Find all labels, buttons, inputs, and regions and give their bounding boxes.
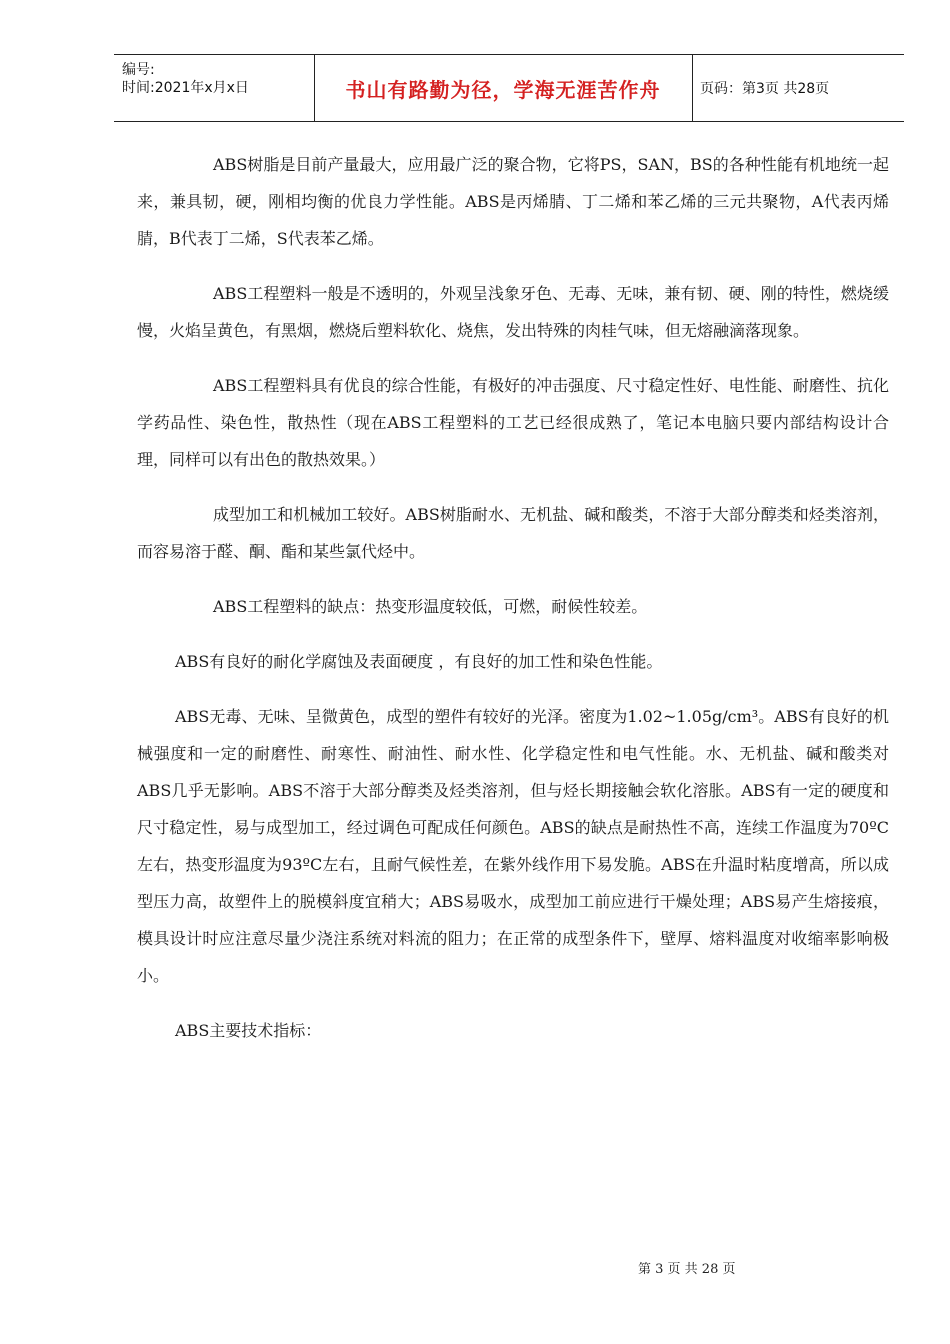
paragraph: ABS主要技术指标： (175, 1021, 322, 1040)
time-label: 时间:2021年x月x日 (122, 80, 249, 96)
header-page-info: 页码：第3页 共28页 (700, 81, 830, 97)
paragraph: ABS无毒、无味、呈微黄色，成型的塑件有较好的光泽。密度为1.02~1.05g/cm³。ABS有良好的机械强度和一定的耐磨性、耐寒性、耐油性、耐水性、化学稳定性和电气性能。水、无机盐、碱和酸类对ABS几乎无影响。ABS不溶于大部分醇类及烃类溶剂，但与烃长期接触会软化溶胀。ABS有一定的硬度和尺寸稳定性，易与成型加工，经过调色可配成任何颜色。ABS的缺点是耐热性不高，连续工作温度为70ºC左右，热变形温度为93ºC左右，且耐气候性差，在紫外线作用下易发脆。ABS在升温时粘度增高，所以成型压力高，故塑件上的脱模斜度宜稍大；ABS易吸水，成型加工前应进行干燥处理；ABS易产生熔接痕，模具设计时应注意尽量少浇注系统对料流的阻力；在正常的成型条件下，壁厚、熔料温度对收缩率影响极小。 (137, 707, 889, 985)
paragraph: ABS工程塑料具有优良的综合性能，有极好的冲击强度、尺寸稳定性好、电性能、耐磨性、抗化学药品性、染色性，散热性（现在ABS工程塑料的工艺已经很成熟了，笔记本电脑只要内部结构设计合理，同样可以有出色的散热效果。） (137, 376, 889, 469)
page-header (114, 54, 904, 122)
paragraph: ABS有良好的耐化学腐蚀及表面硬度 ，有良好的加工性和染色性能。 (175, 652, 663, 671)
header-motto: 书山有路勤为径，学海无涯苦作舟 (314, 55, 693, 121)
number-label: 编号: (122, 62, 155, 78)
paragraph: 成型加工和机械加工较好。ABS树脂耐水、无机盐、碱和酸类，不溶于大部分醇类和烃类溶剂，而容易溶于醛、酮、酯和某些氯代烃中。 (137, 505, 889, 561)
footer-page-number: 第 3 页 共 28 页 (638, 1262, 736, 1277)
document-body (137, 146, 889, 1067)
paragraph: ABS树脂是目前产量最大，应用最广泛的聚合物，它将PS，SAN，BS的各种性能有机地统一起来，兼具韧，硬，刚相均衡的优良力学性能。ABS是丙烯腈、丁二烯和苯乙烯的三元共聚物，A代表丙烯腈，B代表丁二烯，S代表苯乙烯。 (137, 155, 889, 248)
header-meta (114, 55, 315, 121)
paragraph: ABS工程塑料的缺点：热变形温度较低，可燃，耐候性较差。 (213, 597, 648, 616)
paragraph: ABS工程塑料一般是不透明的，外观呈浅象牙色、无毒、无味，兼有韧、硬、刚的特性，燃烧缓慢，火焰呈黄色，有黑烟，燃烧后塑料软化、烧焦，发出特殊的肉桂气味，但无熔融滴落现象。 (137, 284, 889, 340)
